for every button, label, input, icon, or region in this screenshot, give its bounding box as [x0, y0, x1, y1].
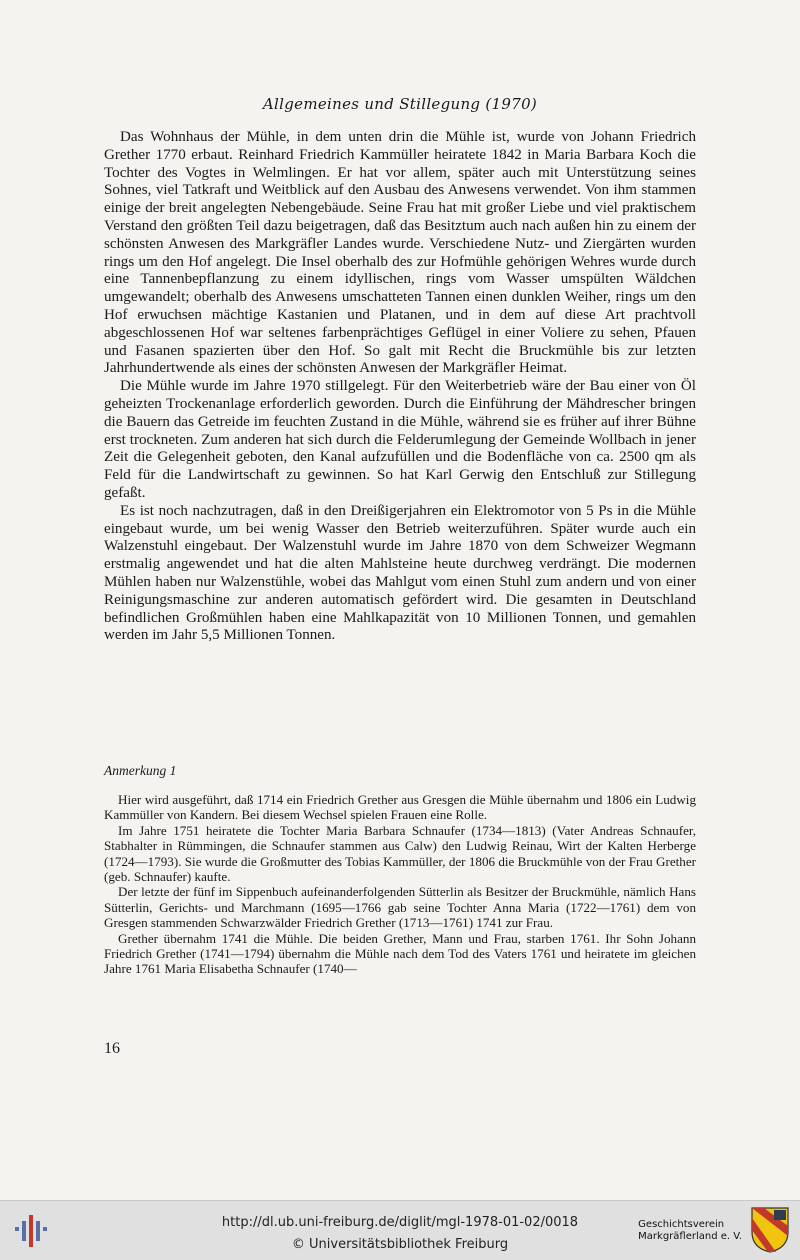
note-heading: Anmerkung 1: [104, 763, 177, 778]
permalink[interactable]: http://dl.ub.uni-freiburg.de/diglit/mgl-1978-01-02/0018: [221, 1215, 579, 1230]
note-paragraph: Hier wird ausgeführt, daß 1714 ein Friedrich Grether aus Gresgen die Mühle übernahm und 1806 ein Ludwig Kammüller von Kandern. Bei diesem Wechsel spielen Frauen eine Rolle.: [104, 792, 696, 823]
note-text: [104, 792, 696, 977]
page-number: 16: [104, 1040, 120, 1057]
note-paragraph: Grether übernahm 1741 die Mühle. Die beiden Grether, Mann und Frau, starben 1761. Ihr Sohn Johann Friedrich Grether (1741—1794) übernahm die Mühle nach dem Tod des Vaters 1761 und heiratete im gleichen Jahre 1761 Maria Elisabetha Schnaufer (1740—: [104, 930, 696, 977]
paragraph: Die Mühle wurde im Jahre 1970 stillgelegt. Für den Weiterbetrieb wäre der Bau einer von Öl geheizten Trockenanlage erforderlich geworden. Durch die Einführung der Mähdrescher bringen die Bauern das Getreide im feuchten Zustand in die Mühle, während sie es früher auf ihrer Bühne erst trockneten. Zum anderen hat sich durch die Felderumlegung der Gemeinde Wollbach in jener Zeit die Gelegenheit geboten, den Kanal aufzufüllen und die Bodenfläche von ca. 2500 qm als Feld für die Landwirtschaft zu gewinnen. So hat Karl Gerwig den Entschluß zur Stillegung gefaßt.: [104, 378, 696, 501]
note-paragraph: Der letzte der fünf im Sippenbuch aufeinanderfolgenden Sütterlin als Besitzer der Bruckmühle, nämlich Hans Sütterlin, Gerichts- und Marchmann (1695—1766 gab seine Tochter Anna Maria (1722—1761) dem von Gresgen stammenden Schwarzwälder Friedrich Grether (1713—1761) 1741 zur Frau.: [104, 884, 696, 931]
paragraph: Es ist noch nachzutragen, daß in den Dreißigerjahren ein Elektromotor von 5 Ps in die Mühle eingebaut wurde, um bei wenig Wasser den Betrieb weiterzuführen. Später wurde auch ein Walzenstuhl eingebaut. Der Walzenstuhl wurde im Jahre 1870 von dem Schweizer Wegmann erstmalig angewendet und hat die alten Mahlsteine heute durchweg verdrängt. Die modernen Mühlen haben nur Walzenstühle, wobei das Mahlgut vom einen Stuhl zum andern und von einer Reinigungsmaschine zur anderen automatisch gefördert wird. Die gesamten in Deutschland befindlichen Großmühlen haben eine Mahlkapazität von 10 Millionen Tonnen, und gemahlen werden im Jahr 5,5 Millionen Tonnen.: [104, 502, 696, 644]
paragraph: Das Wohnhaus der Mühle, in dem unten drin die Mühle ist, wurde von Johann Friedrich Grether 1770 erbaut. Reinhard Friedrich Kammüller heiratete 1842 in Maria Barbara Koch die Tochter des Vogtes in Welmlingen. Er hat vor allem, später auch mit Unterstützung seines Sohnes, viel Tatkraft und Weitblick auf den Ausbau des Anwesens verwendet. Von ihm stammen einige der breit angelegten Nebengebäude. Seine Frau hat mit großer Liebe und viel praktischem Verstand den größten Teil dazu beigetragen, daß das Besitztum auch nach außen hin zu einem der schönsten Anwesen des Markgräfler Landes wurde. Verschiedene Nutz- und Ziergärten wurden rings um den Hof angelegt. Die Insel oberhalb des zur Hofmühle gehörigen Wehres wurde durch eine Tannenbepflanzung zu einem idyllischen, rings vom Wasser umspülten Wäldchen umgewandelt; oberhalb des Anwesens umschatteten Tannen einen dunklen Weiher, rings um den Hof erwuchsen mächtige Kastanien und Platanen, und in dem auf diese Art prachtvoll abgeschlossenen Hof war seltenes farbenprächtiges Geflügel in einer Voliere zu sehen, Pfauen und Fasanen spazierten über den Hof. So galt mit Recht die Bruckmühle bis zur letzten Jahrhundertwende als eines der schönsten Anwesen der Markgräfler Heimat.: [104, 129, 696, 377]
main-text: [104, 129, 696, 645]
footer-bar: [0, 1200, 800, 1260]
organization-name: [638, 1219, 742, 1243]
copyright-notice: © Universitätsbibliothek Freiburg: [291, 1237, 509, 1252]
coat-of-arms-icon: [750, 1206, 790, 1254]
note-paragraph: Im Jahre 1751 heiratete die Tochter Maria Barbara Schnaufer (1734—1813) (Vater Andreas Schnaufer, Stabhalter in Rümmingen, die Schnaufer stammen aus Calw) den Ludwig Reinau, Wirt der Kalten Herberge (1724—1793). Sie wurde die Großmutter des Tobias Kammüller, der 1806 die Bruckmühle von der Frau Grether (geb. Schnaufer) kaufte.: [104, 822, 696, 885]
running-title: Allgemeines und Stillegung (1970): [262, 95, 538, 113]
org-line: Markgräflerland e. V.: [638, 1231, 742, 1242]
org-line: Geschichtsverein: [638, 1219, 725, 1230]
